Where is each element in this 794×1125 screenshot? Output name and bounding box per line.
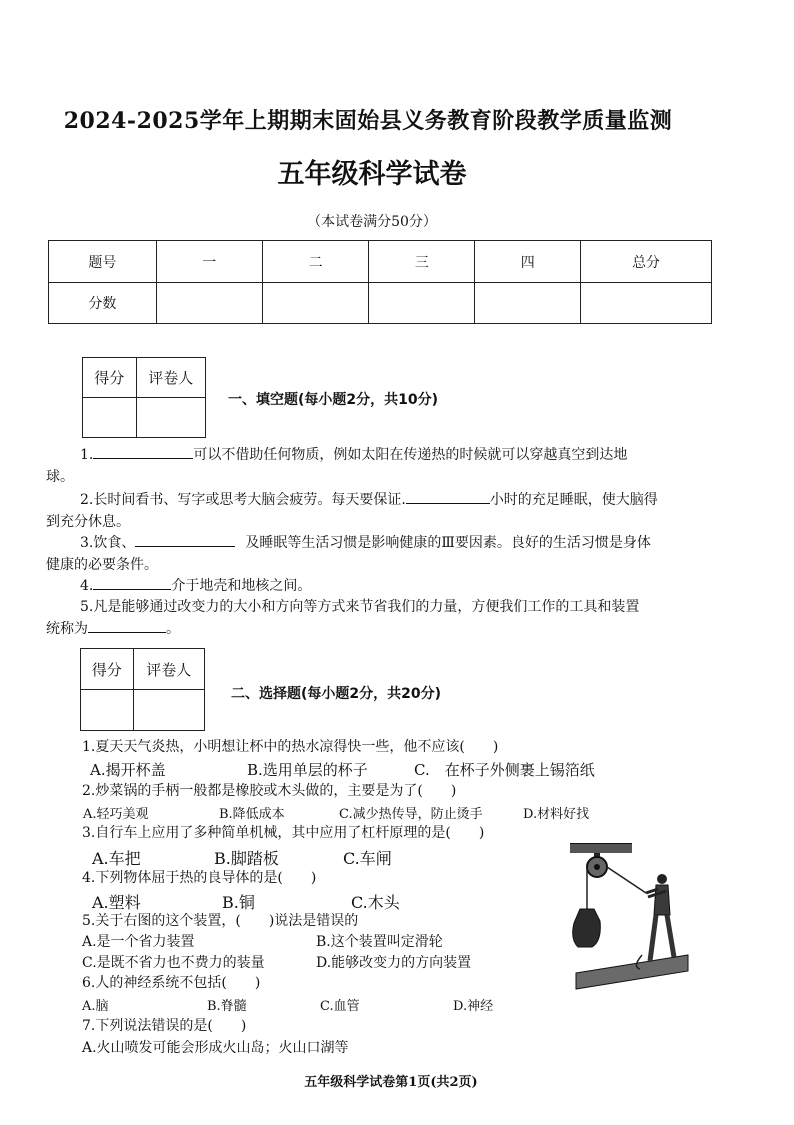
fill-question-1-cont: 球。 — [46, 469, 74, 485]
choice-option: D.能够改变力的方向装置 — [316, 955, 472, 971]
choice-option: A.揭开杯盖 — [90, 761, 166, 779]
choice-option: D.材料好找 — [523, 807, 590, 822]
answer-blank — [88, 619, 166, 633]
score-cell — [156, 283, 262, 324]
section1-title: 一、填空题(每小题2分，共10分) — [228, 392, 439, 408]
answer-blank — [93, 576, 171, 590]
choice-question-3: 3.自行车上应用了多种简单机械，其中应用了杠杆原理的是( ) — [82, 825, 485, 841]
choice-option: B.脚踏板 — [214, 849, 279, 868]
grader-cell — [136, 398, 205, 438]
choice-question-7: 7.下列说法错误的是( ) — [82, 1018, 247, 1034]
score-label: 得分 — [81, 649, 134, 690]
choice-option: D.神经 — [453, 999, 494, 1014]
ground — [576, 955, 688, 989]
page-footer: 五年级科学试卷第1页(共2页) — [304, 1075, 478, 1090]
answer-blank — [135, 533, 235, 547]
fill-question-3: 3.饮食、 及睡眠等生活习惯是影响健康的Ⅲ要因素。良好的生活习惯是身体 — [80, 535, 651, 551]
score-table-header-cell: 总分 — [581, 241, 712, 283]
fill-question-2: 2.长时间看书、写字或思考大脑会疲劳。每天要保证. 小时的充足睡眠，使大脑得 — [80, 492, 658, 508]
choice-option: A.脑 — [82, 999, 109, 1014]
choice-option: A.是一个省力装置 — [82, 934, 195, 950]
score-cell — [475, 283, 581, 324]
choice-option: B.脊髓 — [207, 999, 247, 1014]
choice-question-4: 4.下列物体屈于热的良导体的是( ) — [82, 870, 317, 886]
exam-header-title: 2024-2025学年上期期末固始县义务教育阶段教学质量监测 — [63, 108, 673, 134]
score-cell — [83, 398, 137, 438]
score-table — [48, 240, 712, 324]
fill-question-3-cont: 健康的必要条件。 — [46, 557, 158, 573]
score-table-header-cell: 二 — [262, 241, 369, 283]
score-cell — [369, 283, 475, 324]
man-head — [657, 874, 667, 884]
fill-question-5-cont: 统称为 。 — [46, 621, 180, 637]
choice-option: C. 在杯子外侧裹上锡箔纸 — [414, 761, 595, 779]
choice-option: C.木头 — [351, 893, 400, 912]
fill-question-5: 5.凡是能够通过改变力的大小和方向等方式来节省我们的力量，方便我们工作的工具和装置 — [80, 599, 640, 615]
choice-option: B.选用单层的杯子 — [247, 761, 368, 779]
choice-option: B.这个装置叫定滑轮 — [316, 934, 443, 950]
choice-option: C.车闸 — [343, 849, 392, 868]
choice-option: A.塑料 — [92, 893, 141, 912]
sack — [573, 909, 601, 947]
choice-question-2: 2.炒菜锅的手柄一般都是橡胶或木头做的，主要是为了( ) — [82, 783, 457, 799]
section2-title: 二、选择题(每小题2分，共20分) — [231, 686, 442, 702]
grader-box-section2 — [80, 648, 205, 731]
choice-option: A.轻巧美观 — [83, 807, 149, 822]
fixed-pulley-illustration — [570, 843, 690, 993]
score-table-header-cell: 题号 — [49, 241, 157, 283]
grader-cell — [133, 690, 204, 731]
choice-question-5: 5.关于右图的这个装置，( )说法是错误的 — [82, 913, 359, 929]
score-cell — [81, 690, 134, 731]
score-cell — [581, 283, 712, 324]
exam-subject-title: 五年级科学试卷 — [277, 159, 467, 190]
choice-option: C.血管 — [320, 999, 360, 1014]
grader-label: 评卷人 — [133, 649, 204, 690]
score-label: 得分 — [83, 358, 137, 398]
fill-question-1: 1. 可以不借助任何物质，例如太阳在传递热的时候就可以穿越真空到达地 — [80, 447, 628, 463]
score-table-header-cell: 四 — [475, 241, 581, 283]
choice-option: C.是既不省力也不费力的装量 — [82, 955, 265, 971]
grader-label: 评卷人 — [136, 358, 205, 398]
grader-box-section1 — [82, 357, 206, 438]
choice-option: B.降低成本 — [219, 807, 285, 822]
choice-option: A.车把 — [92, 849, 141, 868]
fill-question-2-cont: 到充分休息。 — [46, 514, 130, 530]
choice-option: C.减少热传导，防止烫手 — [339, 807, 483, 822]
choice-question-6: 6.人的神经系统不包括( ) — [82, 975, 261, 991]
score-row-label: 分数 — [49, 283, 157, 324]
fill-question-4: 4. 介于地壳和地核之间。 — [80, 578, 312, 594]
score-table-header-cell: 三 — [369, 241, 475, 283]
full-score-note: （本试卷满分50分） — [307, 214, 437, 230]
score-cell — [262, 283, 369, 324]
choice-option: A.火山喷发可能会形成火山岛；火山口湖等 — [82, 1040, 349, 1056]
choice-question-1: 1.夏天天气炎热，小明想让杯中的热水凉得快一些，他不应该( ) — [82, 739, 499, 755]
answer-blank — [93, 445, 193, 459]
score-table-header-cell: 一 — [156, 241, 262, 283]
answer-blank — [406, 490, 490, 504]
ceiling-beam — [570, 843, 632, 853]
choice-option: B.铜 — [222, 893, 255, 912]
